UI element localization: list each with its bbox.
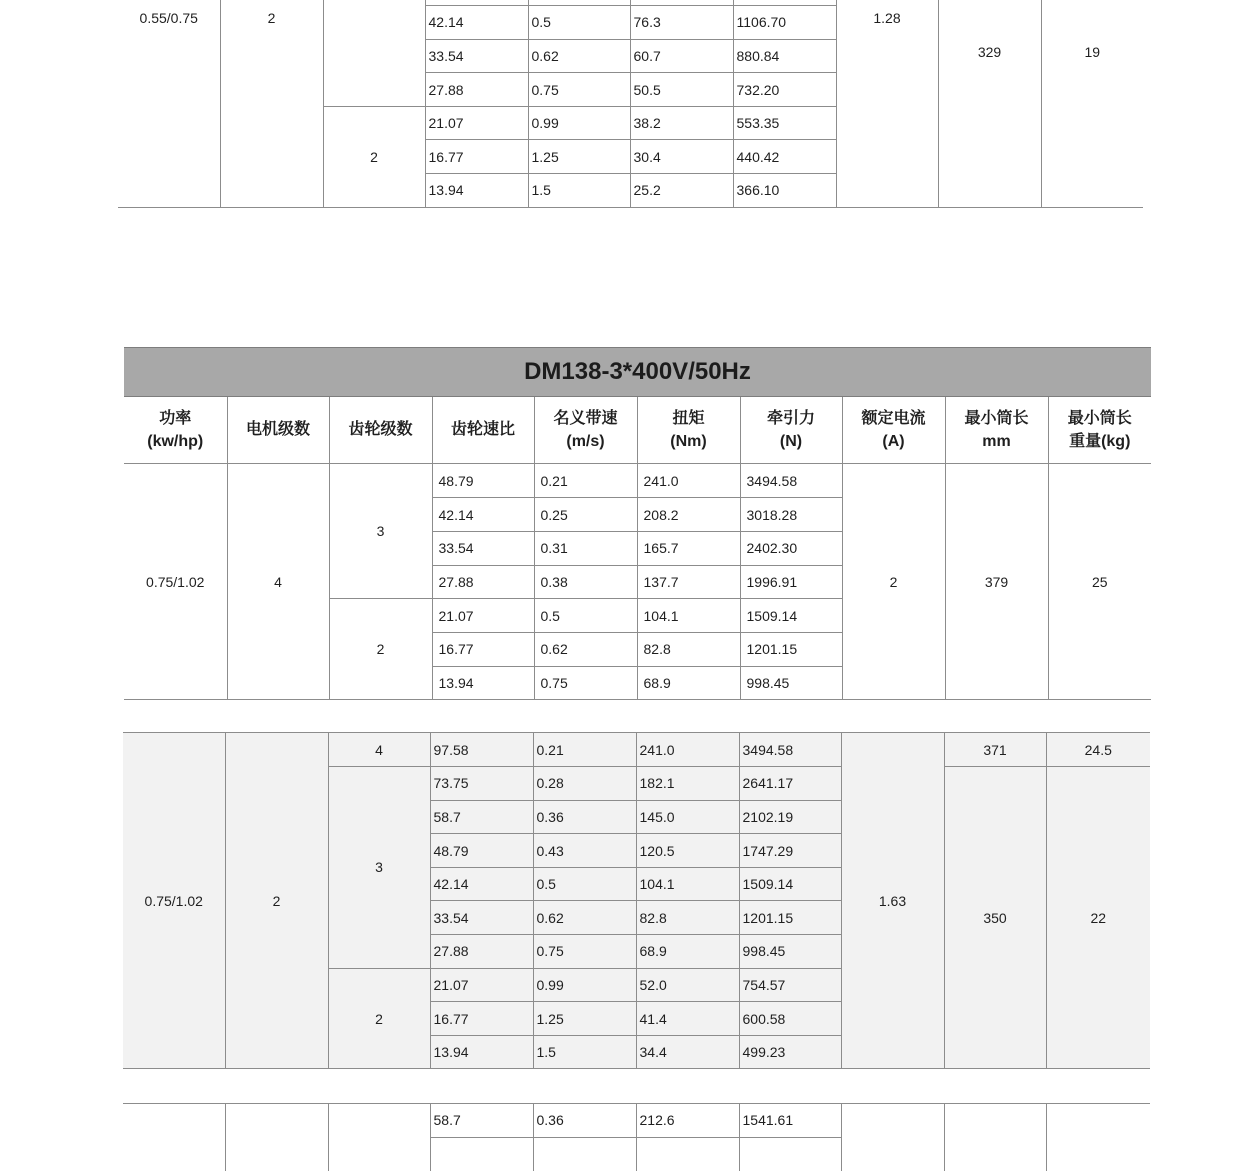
motor-poles-cell: 4 — [227, 464, 329, 700]
weight-cell: 25 — [1091, 573, 1108, 590]
force-cell: 600.58 — [739, 1002, 841, 1036]
weight-cell: 19 — [1084, 44, 1101, 60]
power-cell: 0.75/1.02 — [123, 733, 225, 1069]
ratio-cell: 27.88 — [425, 73, 528, 107]
speed-cell: 0.62 — [533, 901, 636, 935]
motor-poles-cell: 2 — [220, 0, 323, 207]
ratio-cell: 33.54 — [432, 531, 534, 565]
ratio-cell — [430, 1137, 533, 1171]
torque-cell: 241.0 — [636, 733, 739, 767]
speed-cell: 0.28 — [533, 767, 636, 801]
speed-cell: 1.5 — [533, 1035, 636, 1069]
force-cell: 3494.58 — [739, 733, 841, 767]
header-current: 额定电流 (A) — [842, 397, 945, 463]
speed-cell: 0.38 — [534, 565, 637, 599]
force-cell: 1747.29 — [739, 834, 841, 868]
force-cell: 440.42 — [733, 140, 836, 174]
force-cell: 2102.19 — [739, 800, 841, 834]
force-cell: 998.45 — [739, 935, 841, 969]
speed-cell: 0.36 — [533, 1104, 636, 1138]
speed-cell: 1.5 — [528, 174, 630, 208]
speed-cell — [533, 1137, 636, 1171]
ratio-cell: 13.94 — [425, 174, 528, 208]
spec-table-0-75kw-2pole — [123, 733, 1150, 1069]
current-cell — [841, 1104, 944, 1171]
speed-cell: 0.5 — [533, 867, 636, 901]
torque-cell: 60.7 — [630, 39, 733, 73]
speed-cell: 0.75 — [534, 666, 637, 700]
ratio-cell: 21.07 — [425, 106, 528, 140]
torque-cell: 82.8 — [636, 901, 739, 935]
speed-cell: 0.43 — [533, 834, 636, 868]
force-cell: 1201.15 — [739, 901, 841, 935]
ratio-cell: 73.75 — [430, 767, 533, 801]
header-gear-ratio: 齿轮速比 — [432, 397, 534, 463]
torque-cell: 68.9 — [636, 935, 739, 969]
gear-stage-cell: 4 — [328, 733, 430, 767]
header-min-length: 最小筒长 mm — [945, 397, 1048, 463]
ratio-cell: 42.14 — [430, 867, 533, 901]
ratio-cell: 42.14 — [425, 6, 528, 40]
ratio-cell: 58.7 — [430, 1104, 533, 1138]
column-header-row — [124, 397, 1151, 464]
table-row — [123, 1104, 1150, 1138]
speed-cell: 0.31 — [534, 531, 637, 565]
weight-cell: 24.5 — [1084, 741, 1112, 758]
power-cell: 0.75/1.02 — [124, 464, 227, 700]
header-power: 功率 (kw/hp) — [124, 397, 227, 463]
ratio-cell: 58.7 — [430, 800, 533, 834]
ratio-cell: 33.54 — [430, 901, 533, 935]
header-belt-speed: 名义带速 (m/s) — [534, 397, 637, 463]
speed-cell: 0.62 — [528, 39, 630, 73]
ratio-cell: 27.88 — [430, 935, 533, 969]
gear-stage-cell: 3 — [328, 767, 430, 969]
force-cell: 553.35 — [733, 106, 836, 140]
force-cell: 2641.17 — [739, 767, 841, 801]
spec-table-next — [123, 1103, 1150, 1171]
table-row — [124, 464, 1151, 498]
torque-cell: 137.7 — [637, 565, 740, 599]
torque-cell: 76.3 — [630, 6, 733, 40]
spec-table-0-75kw-4pole — [124, 464, 1151, 700]
torque-cell: 50.5 — [630, 73, 733, 107]
min-length-cell: 379 — [945, 464, 1048, 700]
gear-stage-cell: 3 — [329, 464, 432, 599]
ratio-cell: 97.58 — [430, 733, 533, 767]
speed-cell: 0.5 — [528, 6, 630, 40]
gear-stage-cell: 2 — [323, 106, 425, 207]
speed-cell: 0.99 — [533, 968, 636, 1002]
force-cell: 1509.14 — [739, 867, 841, 901]
ratio-cell: 21.07 — [430, 968, 533, 1002]
speed-cell: 0.36 — [533, 800, 636, 834]
gear-stage-cell — [328, 1104, 430, 1171]
min-length-cell — [944, 1104, 1046, 1171]
ratio-cell: 48.79 — [432, 464, 534, 498]
torque-cell: 165.7 — [637, 531, 740, 565]
ratio-cell: 13.94 — [430, 1035, 533, 1069]
force-cell: 2402.30 — [740, 531, 842, 565]
torque-cell: 145.0 — [636, 800, 739, 834]
spec-table-0-55kw — [118, 0, 1143, 208]
force-cell: 3494.58 — [740, 464, 842, 498]
torque-cell: 104.1 — [636, 867, 739, 901]
current-cell: 1.28 — [836, 0, 938, 207]
torque-cell — [636, 1137, 739, 1171]
force-cell: 1996.91 — [740, 565, 842, 599]
speed-cell: 0.21 — [533, 733, 636, 767]
torque-cell: 52.0 — [636, 968, 739, 1002]
force-cell: 3018.28 — [740, 498, 842, 532]
current-cell: 1.63 — [841, 733, 944, 1069]
table-row — [123, 733, 1150, 767]
gear-stage-cell: 2 — [329, 599, 432, 700]
torque-cell: 208.2 — [637, 498, 740, 532]
torque-cell: 120.5 — [636, 834, 739, 868]
weight-cell — [1046, 1104, 1150, 1171]
torque-cell: 68.9 — [637, 666, 740, 700]
torque-cell: 212.6 — [636, 1104, 739, 1138]
min-length-cell: 329 — [938, 0, 1041, 207]
force-cell: 1509.14 — [740, 599, 842, 633]
ratio-cell: 27.88 — [432, 565, 534, 599]
min-length-cell: 371 — [944, 733, 1046, 767]
speed-cell: 1.25 — [528, 140, 630, 174]
min-length-cell: 350 — [944, 767, 1046, 1069]
speed-cell: 0.62 — [534, 632, 637, 666]
ratio-cell: 13.94 — [432, 666, 534, 700]
model-title-bar: DM138-3*400V/50Hz — [124, 347, 1151, 397]
speed-cell: 0.75 — [533, 935, 636, 969]
speed-cell: 0.99 — [528, 106, 630, 140]
header-torque: 扭矩 (Nm) — [637, 397, 740, 463]
speed-cell: 0.21 — [534, 464, 637, 498]
motor-poles-cell — [225, 1104, 328, 1171]
force-cell: 998.45 — [740, 666, 842, 700]
torque-cell: 182.1 — [636, 767, 739, 801]
force-cell: 1106.70 — [733, 6, 836, 40]
ratio-cell: 16.77 — [430, 1002, 533, 1036]
ratio-cell: 33.54 — [425, 39, 528, 73]
weight-cell: 22 — [1046, 767, 1150, 1069]
torque-cell: 241.0 — [637, 464, 740, 498]
header-traction: 牵引力 (N) — [740, 397, 842, 463]
ratio-cell: 16.77 — [432, 632, 534, 666]
ratio-cell: 21.07 — [432, 599, 534, 633]
motor-poles-cell: 2 — [225, 733, 328, 1069]
torque-cell: 30.4 — [630, 140, 733, 174]
speed-cell: 0.25 — [534, 498, 637, 532]
torque-cell: 38.2 — [630, 106, 733, 140]
speed-cell: 0.5 — [534, 599, 637, 633]
torque-cell: 104.1 — [637, 599, 740, 633]
header-gear-stages: 齿轮级数 — [329, 397, 432, 463]
header-motor-poles: 电机级数 — [227, 397, 329, 463]
force-cell: 1541.61 — [739, 1104, 841, 1138]
force-cell: 366.10 — [733, 174, 836, 208]
speed-cell: 0.75 — [528, 73, 630, 107]
ratio-cell: 16.77 — [425, 140, 528, 174]
gear-stage-cell — [323, 0, 425, 106]
ratio-cell: 42.14 — [432, 498, 534, 532]
torque-cell: 41.4 — [636, 1002, 739, 1036]
force-cell: 880.84 — [733, 39, 836, 73]
torque-cell: 34.4 — [636, 1035, 739, 1069]
torque-cell: 25.2 — [630, 174, 733, 208]
force-cell: 1201.15 — [740, 632, 842, 666]
force-cell: 499.23 — [739, 1035, 841, 1069]
header-min-length-weight: 最小筒长 重量(kg) — [1067, 409, 1132, 450]
force-cell: 754.57 — [739, 968, 841, 1002]
ratio-cell: 48.79 — [430, 834, 533, 868]
power-cell: 0.55/0.75 — [118, 0, 220, 207]
force-cell — [739, 1137, 841, 1171]
torque-cell: 82.8 — [637, 632, 740, 666]
force-cell: 732.20 — [733, 73, 836, 107]
gear-stage-cell: 2 — [328, 968, 430, 1069]
power-cell — [123, 1104, 225, 1171]
current-cell: 2 — [842, 464, 945, 700]
speed-cell: 1.25 — [533, 1002, 636, 1036]
